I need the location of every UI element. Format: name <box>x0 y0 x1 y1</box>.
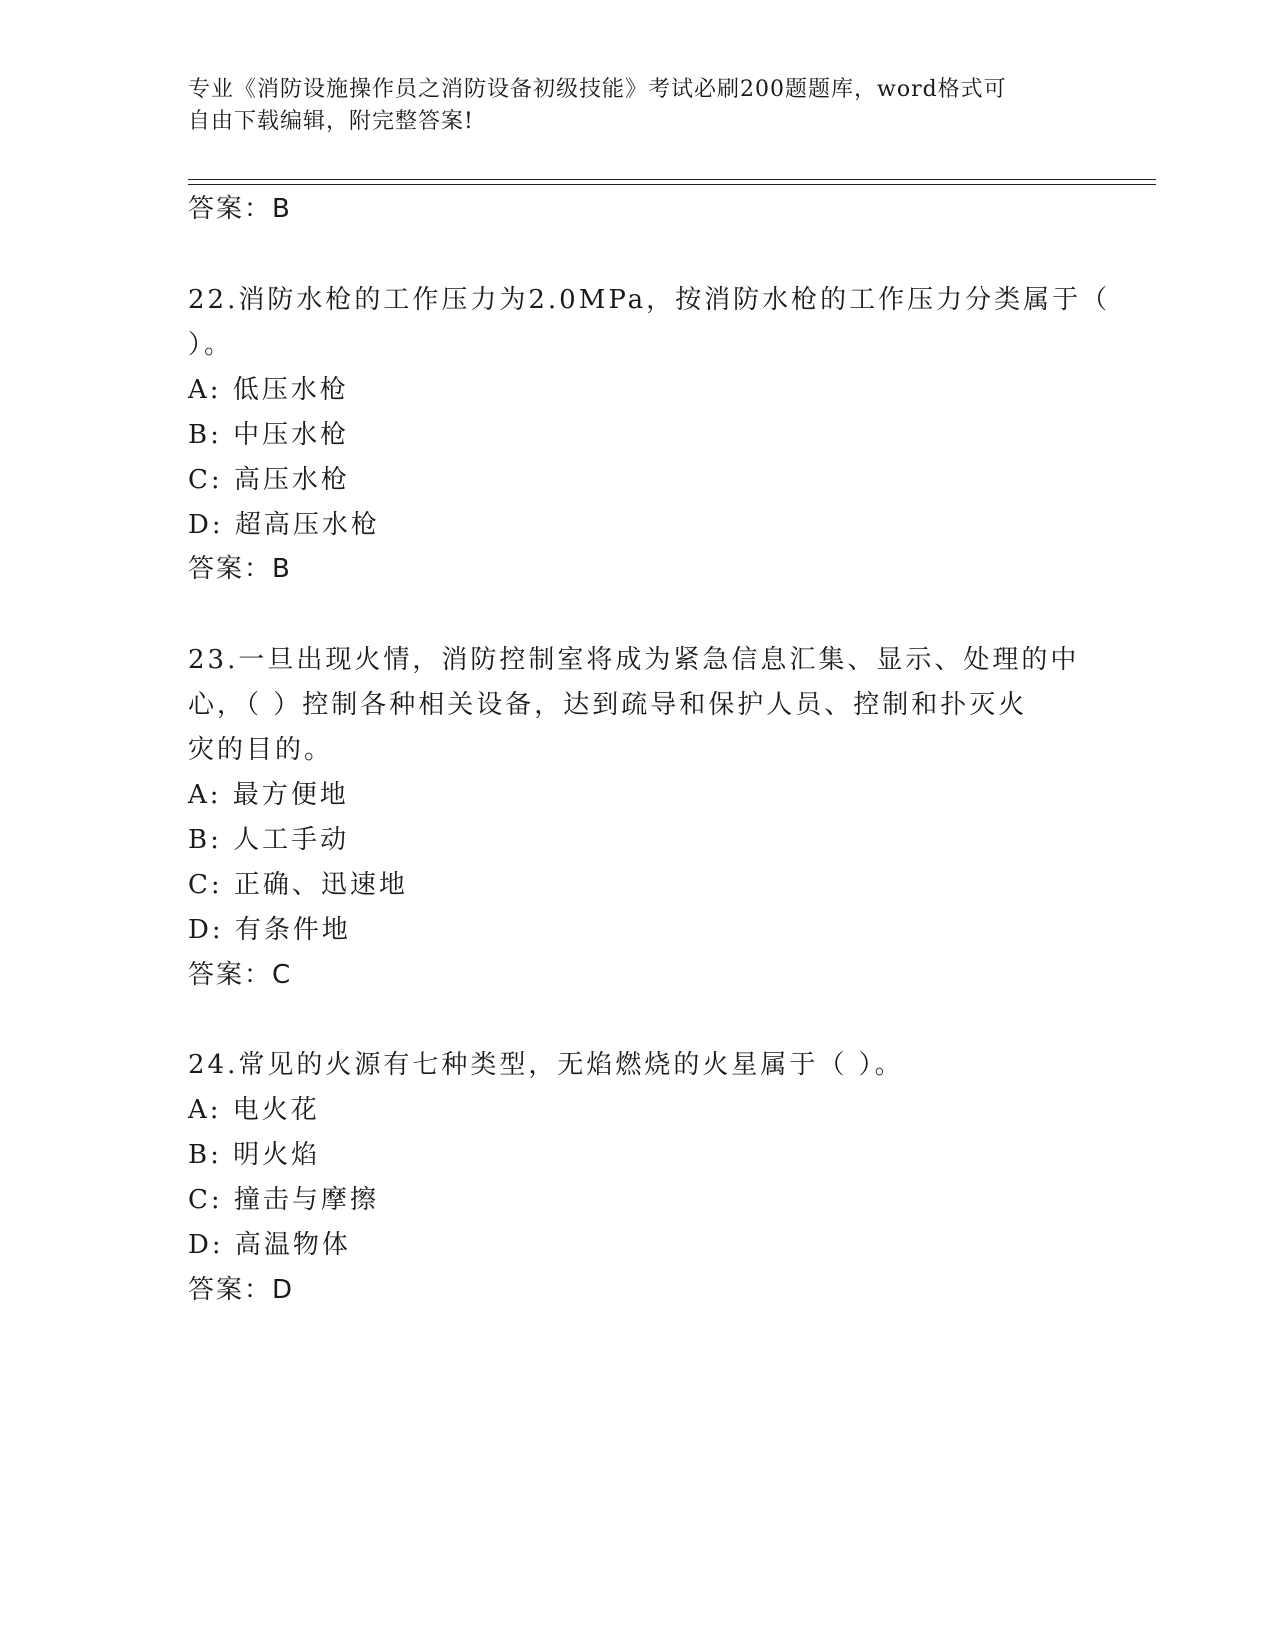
question-24-option-d: D: 高温物体 <box>188 1230 351 1260</box>
question-22-option-c: C: 高压水枪 <box>188 465 350 495</box>
question-22-answer: 答案：B <box>188 554 292 584</box>
question-23-text-line-3: 灾的目的。 <box>188 735 334 765</box>
previous-answer: 答案：B <box>188 194 292 224</box>
question-24-option-b: B: 明火焰 <box>188 1140 321 1170</box>
question-24-option-c: C: 撞击与摩擦 <box>188 1185 379 1215</box>
question-22-option-d: D: 超高压水枪 <box>188 510 380 540</box>
question-22-text-line-2: ）。 <box>188 330 234 360</box>
question-23-text-line-2: 心，（ ）控制各种相关设备，达到疏导和保护人员、控制和扑灭火 <box>188 690 1028 720</box>
question-24-text-line-1: 24.常见的火源有七种类型，无焰燃烧的火星属于（ ）。 <box>188 1050 904 1080</box>
question-23-option-b: B: 人工手动 <box>188 825 350 855</box>
header-line-1: 专业《消防设施操作员之消防设备初级技能》考试必刷200题题库，word格式可 <box>188 77 1007 102</box>
question-24-option-a: A: 电火花 <box>188 1095 320 1125</box>
question-23-answer: 答案：C <box>188 960 293 990</box>
question-22-option-a: A: 低压水枪 <box>188 375 349 405</box>
question-24-answer: 答案：D <box>188 1275 295 1305</box>
question-23-option-c: C: 正确、迅速地 <box>188 870 408 900</box>
header-divider-bottom <box>188 184 1156 185</box>
question-22-option-b: B: 中压水枪 <box>188 420 350 450</box>
header-divider-top <box>188 179 1156 180</box>
question-23-option-a: A: 最方便地 <box>188 780 349 810</box>
question-22-text-line-1: 22.消防水枪的工作压力为2.0MPa，按消防水枪的工作压力分类属于（ <box>188 285 1111 315</box>
document-header <box>188 74 1068 138</box>
header-line-2: 自由下载编辑，附完整答案! <box>188 109 474 134</box>
question-23-option-d: D: 有条件地 <box>188 915 351 945</box>
question-23-text-line-1: 23.一旦出现火情，消防控制室将成为紧急信息汇集、显示、处理的中 <box>188 645 1080 675</box>
